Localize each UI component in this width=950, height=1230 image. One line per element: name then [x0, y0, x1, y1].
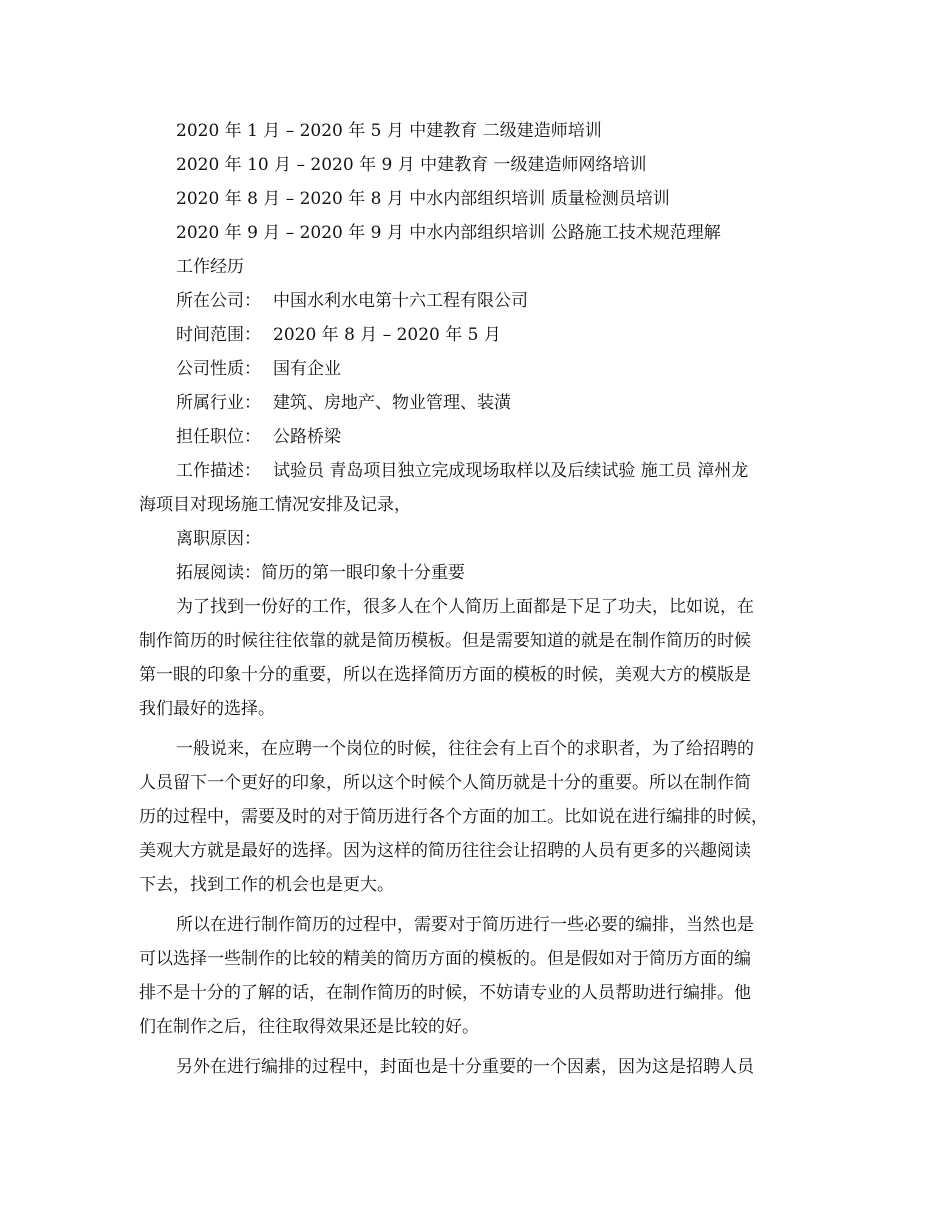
field-label: 所属行业：	[176, 393, 261, 413]
paragraph-line: 我们最好的选择。	[139, 699, 275, 719]
training-line: 2020 年 9 月 – 2020 年 9 月 中水内部组织培训 公路施工技术规范理解	[176, 223, 721, 243]
work-description-row	[176, 460, 748, 482]
training-line: 2020 年 1 月 – 2020 年 5 月 中建教育 二级建造师培训	[176, 121, 602, 141]
field-value: 中国水利水电第十六工程有限公司	[273, 291, 528, 311]
training-line: 2020 年 8 月 – 2020 年 8 月 中水内部组织培训 质量检测员培训	[176, 189, 670, 209]
work-description-continuation: 海项目对现场施工情况安排及记录，	[139, 495, 411, 515]
paragraph-line: 历的过程中，需要及时的对于简历进行各个方面的加工。比如说在进行编排的时候，	[139, 807, 768, 827]
paragraph-line: 人员留下一个更好的印象，所以这个时候个人简历就是十分的重要。所以在制作简	[139, 773, 751, 793]
work-industry-row	[176, 392, 511, 414]
work-company-row	[176, 290, 528, 312]
field-value: 公路桥梁	[273, 427, 341, 447]
paragraph-line: 们在制作之后，往往取得效果还是比较的好。	[139, 1017, 479, 1037]
paragraph-line: 一般说来，在应聘一个岗位的时候，往往会有上百个的求职者，为了给招聘的	[176, 739, 754, 759]
field-value: 2020 年 8 月 – 2020 年 5 月	[273, 325, 501, 345]
field-label: 公司性质：	[176, 359, 261, 379]
field-label: 时间范围：	[176, 325, 261, 345]
work-nature-row	[176, 358, 341, 380]
field-value: 建筑、房地产、物业管理、装潢	[273, 393, 511, 413]
paragraph-line: 下去，找到工作的机会也是更大。	[139, 875, 394, 895]
paragraph-line: 另外在进行编排的过程中，封面也是十分重要的一个因素，因为这是招聘人员	[176, 1057, 754, 1077]
paragraph-line: 美观大方就是最好的选择。因为这样的简历往往会让招聘的人员有更多的兴趣阅读	[139, 841, 751, 861]
paragraph-line: 为了找到一份好的工作，很多人在个人简历上面都是下足了功夫，比如说，在	[176, 597, 754, 617]
paragraph-line: 所以在进行制作简历的过程中，需要对于简历进行一些必要的编排，当然也是	[176, 915, 754, 935]
paragraph-line: 制作简历的时候往往依靠的就是简历模板。但是需要知道的就是在制作简历的时候	[139, 631, 751, 651]
field-label: 工作描述：	[176, 461, 261, 481]
paragraph-line: 第一眼的印象十分的重要，所以在选择简历方面的模板的时候，美观大方的模版是	[139, 665, 751, 685]
field-value: 国有企业	[273, 359, 341, 379]
paragraph-line: 可以选择一些制作的比较的精美的简历方面的模板的。但是假如对于简历方面的编	[139, 949, 751, 969]
field-label: 离职原因：	[176, 529, 261, 549]
work-period-row	[176, 324, 501, 346]
section-heading-work: 工作经历	[176, 257, 244, 277]
field-label: 所在公司：	[176, 291, 261, 311]
work-leave-reason-row	[176, 528, 261, 550]
field-label: 担任职位：	[176, 427, 261, 447]
extended-reading-title: 拓展阅读：简历的第一眼印象十分重要	[176, 563, 465, 583]
field-value: 试验员 青岛项目独立完成现场取样以及后续试验 施工员 漳州龙	[273, 461, 749, 481]
training-line: 2020 年 10 月 – 2020 年 9 月 中建教育 一级建造师网络培训	[176, 155, 647, 175]
paragraph-line: 排不是十分的了解的话，在制作简历的时候，不妨请专业的人员帮助进行编排。他	[139, 983, 751, 1003]
work-position-row	[176, 426, 341, 448]
